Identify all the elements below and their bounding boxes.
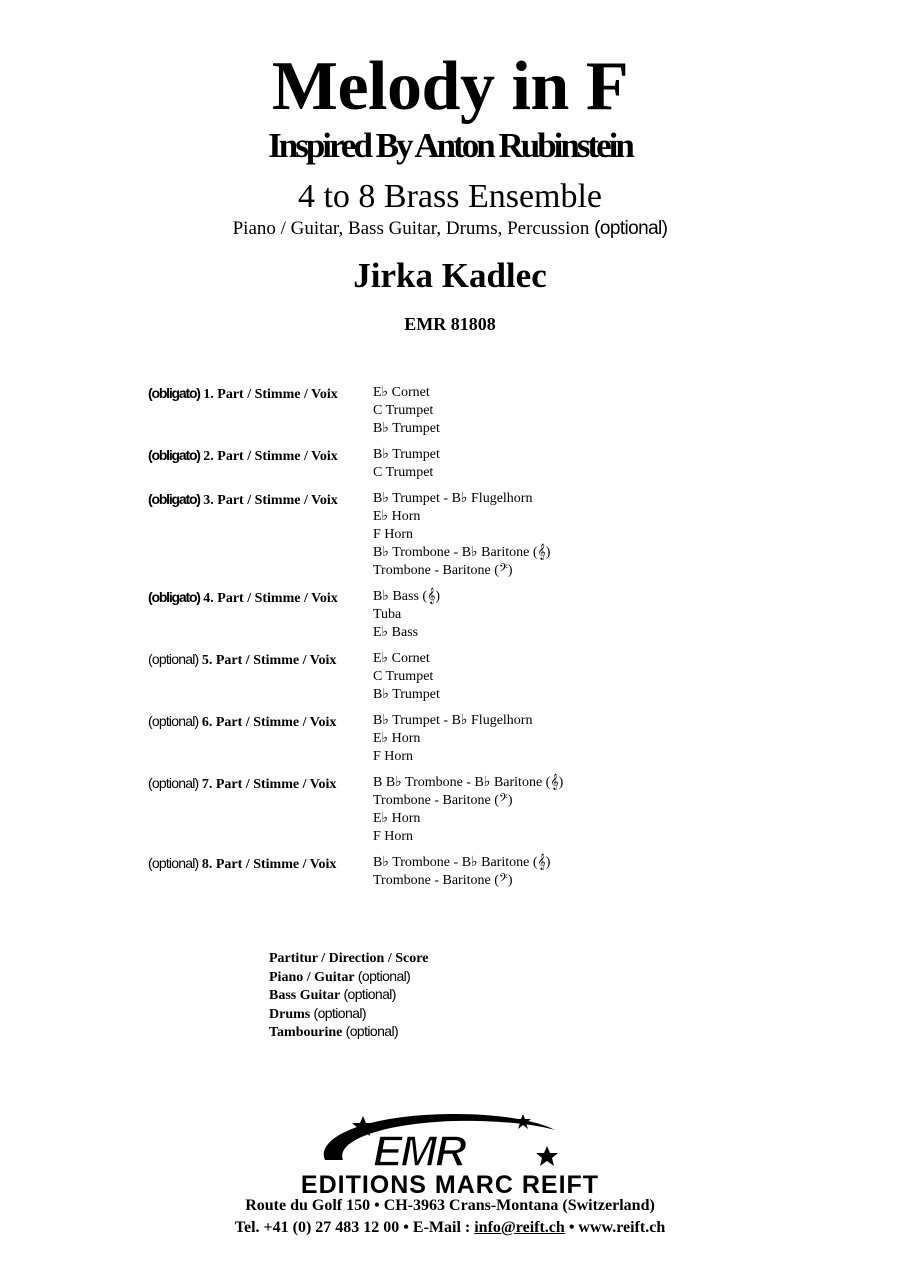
instrumentation-optional: (optional) [594,218,668,239]
part-label [148,446,373,482]
part-row [148,854,708,890]
instrument-key: E♭ [373,509,389,524]
instrument-item [373,792,563,810]
instrument-name: Trombone - B♭ Baritone (𝄞) [388,855,551,870]
instrument-key: B♭ [373,447,389,462]
extra-item [269,949,428,968]
part-row [148,446,708,482]
instrument-item [373,508,550,526]
instrument-item [373,464,440,482]
contact-web[interactable]: • www.reift.ch [564,1219,666,1236]
instrument-item [373,588,440,606]
part-row [148,774,708,846]
instrument-item [373,526,550,544]
part-row [148,384,708,438]
part-label [148,490,373,580]
instrument-key: B♭ [373,687,389,702]
extra-item [269,1005,428,1024]
instrument-name: Trumpet - B♭ Flugelhorn [388,491,533,506]
part-status: (obligato) [148,447,200,463]
extra-note: (optional) [340,986,396,1003]
contact-tel: Tel. +41 (0) 27 483 12 00 • E-Mail : [234,1219,475,1236]
part-instruments [373,490,550,580]
instrument-name: Trumpet [388,687,440,702]
logo-text: EMR [373,1127,465,1176]
part-number: 2. Part / Stimme / Voix [203,449,338,464]
instrument-item [373,872,550,890]
instrument-name: F Horn [373,749,414,764]
extra-label: Piano / Guitar [269,969,355,985]
parts-list [148,384,708,898]
instrument-name: C Trumpet [373,669,434,684]
instrument-item [373,730,532,748]
instrument-name: F Horn [373,829,414,844]
part-instruments [373,446,440,482]
part-instruments [373,712,532,766]
instrument-item [373,544,550,562]
instrument-name: Bass (𝄞) [388,589,440,604]
instrument-item [373,490,550,508]
part-status: (optional) [148,713,199,729]
instrument-key: E♭ [373,811,389,826]
part-row [148,490,708,580]
instrument-key: E♭ [373,651,389,666]
instrument-item [373,810,563,828]
instrument-key: B♭ [373,713,389,728]
instrument-name: Horn [388,731,421,746]
instrument-key: B♭ [373,421,389,436]
part-instruments [373,384,440,438]
part-number: 1. Part / Stimme / Voix [203,387,338,402]
extra-note: (optional) [354,967,411,984]
part-status: (optional) [148,855,199,871]
part-label [148,384,373,438]
composer: Jirka Kadlec [353,256,547,295]
instrument-name: Trumpet [388,447,440,462]
extra-label: Tambourine [269,1025,343,1041]
instrument-item [373,562,550,580]
part-label [148,774,373,846]
instrument-item [373,650,440,668]
part-status: (optional) [148,775,199,791]
instrument-name: Trombone - Baritone (𝄢) [373,793,513,808]
part-instruments [373,774,563,846]
part-status: (obligato) [148,385,200,401]
instrument-item [373,774,563,792]
instrument-item [373,420,440,438]
instrument-key: E♭ [373,731,389,746]
instrument-item [373,402,440,420]
part-label [148,712,373,766]
instrument-name: Bass [388,625,419,640]
part-status: (obligato) [148,589,200,605]
instrument-name: Trombone - B♭ Baritone (𝄞) [388,545,551,560]
instrument-key: E♭ [373,625,389,640]
instrument-name: Trumpet - B♭ Flugelhorn [388,713,533,728]
extra-label: Bass Guitar [269,988,341,1004]
instrument-item [373,606,440,624]
instrument-name: Cornet [388,385,430,400]
instrument-item [373,446,440,464]
instrument-item [373,854,550,872]
ensemble-line: 4 to 8 Brass Ensemble [297,178,603,215]
extra-item [269,968,428,987]
part-number: 3. Part / Stimme / Voix [203,493,338,508]
extra-item [269,986,428,1005]
instrumentation-line [0,219,900,238]
instrument-name: Horn [388,811,421,826]
instrument-key: E♭ [373,385,389,400]
instrument-key: B♭ [373,589,389,604]
extra-label: Drums [269,1006,311,1022]
instrument-name: B B♭ Trombone - B♭ Baritone (𝄞) [373,775,564,790]
publisher-address: Route du Golf 150 • CH-3963 Crans-Montana (Switzerland) [245,1197,655,1214]
catalog-number: EMR 81808 [404,314,496,334]
page-title: Melody in F [271,48,629,125]
instrument-key: B♭ [373,855,389,870]
part-row [148,588,708,642]
part-number: 8. Part / Stimme / Voix [201,857,337,872]
instrument-name: Tuba [373,607,402,622]
part-number: 7. Part / Stimme / Voix [201,777,337,792]
part-status: (obligato) [148,491,200,507]
instrument-item [373,668,440,686]
part-number: 4. Part / Stimme / Voix [203,591,338,606]
instrument-name: Cornet [388,651,430,666]
emr-logo [305,1108,595,1178]
extra-item [269,1023,428,1042]
publisher-name: EDITIONS MARC REIFT [300,1171,600,1199]
extra-label: Partitur / Direction / Score [269,951,429,966]
extra-note: (optional) [342,1023,399,1040]
instrument-item [373,384,440,402]
logo-star-right-bottom [536,1146,558,1166]
instrument-name: C Trumpet [373,465,434,480]
part-instruments [373,854,550,890]
instrument-item [373,686,440,704]
instrument-item [373,748,532,766]
instrument-item [373,712,532,730]
part-number: 6. Part / Stimme / Voix [201,715,337,730]
part-instruments [373,588,440,642]
subtitle: Inspired By Anton Rubinstein [268,126,632,165]
instrument-item [373,828,563,846]
part-label [148,588,373,642]
instrument-key: B♭ [373,491,389,506]
extra-note: (optional) [310,1004,366,1021]
instrument-item [373,624,440,642]
part-label [148,854,373,890]
instrument-key: B♭ [373,545,389,560]
part-row [148,712,708,766]
instrument-name: C Trumpet [373,403,434,418]
instrument-name: Trombone - Baritone (𝄢) [373,563,513,578]
publisher-contact [0,1220,900,1236]
instrument-name: Trombone - Baritone (𝄢) [373,873,513,888]
instrumentation-text: Piano / Guitar, Bass Guitar, Drums, Percussion [232,218,590,239]
part-status: (optional) [148,651,199,667]
part-label [148,650,373,704]
instrument-name: F Horn [373,527,414,542]
part-number: 5. Part / Stimme / Voix [201,653,337,668]
contact-email-link[interactable]: info@reift.ch [474,1219,565,1236]
instrument-name: Trumpet [388,421,440,436]
extras-list [269,949,428,1042]
instrument-name: Horn [388,509,421,524]
part-row [148,650,708,704]
part-instruments [373,650,440,704]
